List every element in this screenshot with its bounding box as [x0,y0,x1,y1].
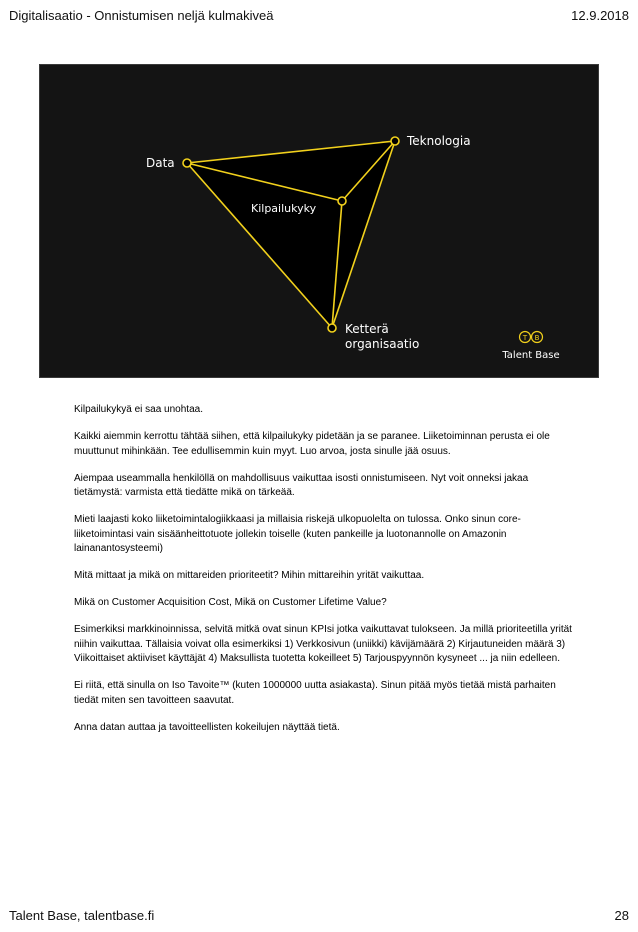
label-kettera-line2: organisaatio [345,337,420,351]
notes-paragraph: Ei riitä, että sinulla on Iso Tavoite™ (kuten 1000000 uutta asiakasta). Sinun pitää myös tietää mistä parhaiten tiedät miten sen tavoitteen saavutat. [74,680,556,706]
notes-paragraph: Mikä on Customer Acquisition Cost, Mikä on Customer Lifetime Value? [74,597,387,608]
notes-paragraph: Anna datan auttaa ja tavoitteellisten kokeilujen näyttää tietä. [74,721,340,733]
notes-paragraph: Aiempaa useammalla henkilöllä on mahdollisuus vaikuttaa isosti onnistumiseen. Nyt voit onneksi jakaa tietämystä: varmista että tiedätte mikä on tärkeää. [74,472,529,498]
node-teknologia [391,137,399,145]
document-title: Digitalisaatio - Onnistumisen neljä kulmakiveä [9,8,274,23]
speaker-notes [74,403,574,748]
page-number: 28 [614,908,629,923]
notes-paragraph: Esimerkiksi markkinoinnissa, selvitä mitkä ovat sinun KPIsi jotka vaikuttavat tulokseen. Ja millä prioriteetilla yrität niihin vaikuttaa. Tällaisia voivat olla esimerkiksi 1) Verkkosivun (uniikki) kävijämäärä 2) Kirjautuneiden määrä 3) Viikoittaiset aktiiviset käyttäjät 4) Maksullista tuotetta kokeilleet 5) Tarjouspyynnön kysyneet ... ja niin edelleen. [74,624,572,664]
notes-paragraph: Mitä mittaat ja mikä on mittareiden prioriteetit? Mihin mittareihin yrität vaikuttaa. [74,570,425,581]
logo-text: Talent Base [502,350,560,361]
label-kettera-line1: Ketterä [345,322,389,336]
label-teknologia: Teknologia [407,134,471,148]
notes-paragraph: Kaikki aiemmin kerrottu tähtää siihen, että kilpailukyky pidetään ja se paranee. Liiketoiminnan perusta ei ole muuttunut mihinkään. Tee edullisemmin kuin myyt. Luo arvoa, josta sinulle jää osuus. [74,431,550,457]
notes-paragraph: Kilpailukykyä ei saa unohtaa. [74,404,203,415]
label-data: Data [146,156,175,170]
talent-base-logo [501,332,559,362]
pyramid-diagram [40,65,600,379]
footer-source: Talent Base, talentbase.fi [9,908,155,923]
node-data [183,159,191,167]
logo-mark-t: T [522,334,528,342]
logo-mark-b: B [534,334,540,342]
node-kettera [328,324,336,332]
node-kilpailukyky [338,197,346,205]
document-date: 12.9.2018 [571,8,629,23]
label-kilpailukyky: Kilpailukyky [251,202,317,215]
slide-image [39,64,599,378]
notes-paragraph: Mieti laajasti koko liiketoimintalogiikkaasi ja millaisia riskejä ulkopuolelta on tulossa. Onko sinun core-liiketoimintasi vain sisäänheittotuote jollekin toiselle (kuten pankeille ja luotonannolle on Amazonin lainanantosysteemi) [74,514,521,554]
